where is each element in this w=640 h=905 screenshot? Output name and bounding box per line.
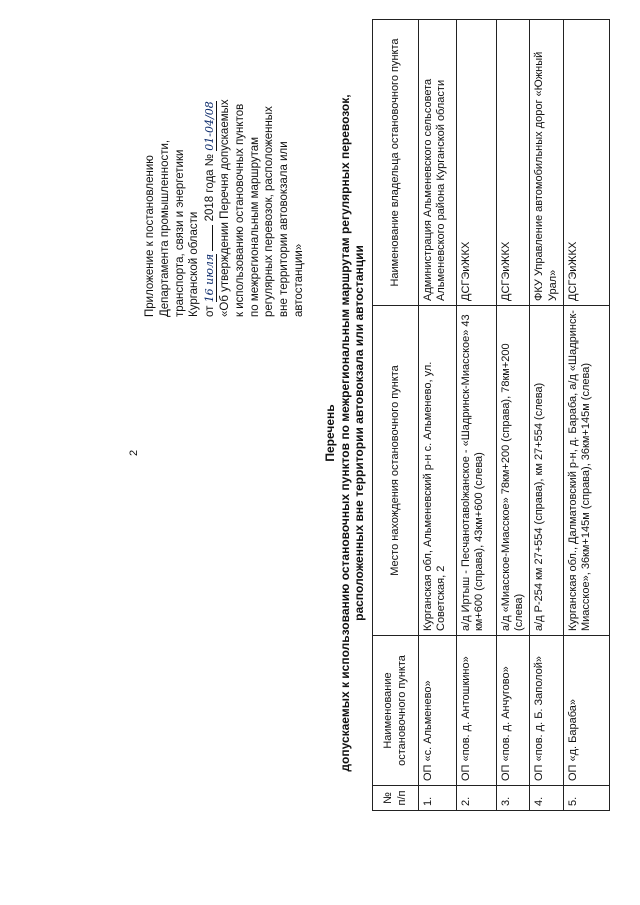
header-owner: Наименование владельца остановочного пункта (373, 20, 419, 306)
cell-location: а/д «Миасское-Миасское» 78км+200 (справа), 78км+200 (слева) (497, 306, 530, 636)
header-location: Место нахождения остановочного пункта (373, 306, 419, 636)
appendix-line: Приложение к постановлению (144, 155, 156, 317)
date-suffix: 2018 года № (204, 153, 217, 222)
page-number: 2 (128, 449, 140, 456)
table-row (419, 20, 457, 811)
cell-owner: ДСГЭиЖКХ (497, 20, 530, 306)
appendix-line: Курганской области (188, 211, 201, 317)
cell-owner: ДСГЭиЖКХ (563, 20, 609, 306)
appendix-title-line: по межрегиональным маршрутам (248, 136, 261, 317)
appendix-title-line: регулярных перевозок, расположенных (263, 106, 276, 317)
table-row (497, 20, 530, 811)
table-row (563, 20, 609, 811)
cell-num: 5. (563, 786, 609, 811)
appendix-block (143, 57, 307, 317)
cell-num: 2. (457, 786, 497, 811)
cell-name: ОП «пов. д. Б. Заполой» (530, 636, 563, 786)
stops-table (372, 19, 610, 811)
appendix-date-line (202, 57, 218, 317)
date-blank (202, 225, 213, 251)
cell-location: а/д Иртыш - Песчанотавolжанское - «Шадринск-Миасское» 43 км+600 (справа), 43км+600 (слева) (457, 306, 497, 636)
cell-location: Курганская обл., Далматовский р-н, д. Бараба, а/д «Шадринск-Миасское», 36км+145м (справа), 36км+145м (слева) (563, 306, 609, 636)
cell-location: Курганская обл, Альменевский р-н с. Альменево, ул. Советская, 2 (419, 306, 457, 636)
appendix-line: Департамента промышленности, (158, 139, 171, 317)
appendix-line: транспорта, связи и энергетики (173, 149, 186, 317)
table-row (457, 20, 497, 811)
title-line-3: расположенных вне территории автовокзала или автостанции (352, 245, 366, 621)
cell-name: ОП «пов. д. Анчугово» (497, 636, 530, 786)
cell-location: а/д Р-254 км 27+554 (справа), км 27+554 (слева) (530, 306, 563, 636)
header-num: № п/п (373, 786, 419, 811)
cell-num: 1. (419, 786, 457, 811)
title-line-1: Перечень (323, 404, 337, 462)
handwritten-number: 01-04/08 (203, 101, 217, 151)
cell-owner: Администрация Альменевского сельсовета Альменевского района Курганской области (419, 20, 457, 306)
cell-name: ОП «д. Бараба» (563, 636, 609, 786)
cell-name: ОП «пов. д. Антошкино» (457, 636, 497, 786)
appendix-title-line: «Об утверждении Перечня допускаемых (218, 99, 231, 317)
appendix-title-line: к использованию остановочных пунктов (233, 103, 246, 317)
cell-num: 4. (530, 786, 563, 811)
title-line-2: допускаемых к использованию остановочных пунктов по межрегиональным маршрутам регулярных перевозок, (337, 94, 352, 772)
cell-owner: ФКУ Управление автомобильных дорог «Южный Урал» (530, 20, 563, 306)
header-name: Наименование остановочного пункта (373, 636, 419, 786)
table-header-row (373, 20, 419, 811)
document-title (323, 53, 367, 813)
appendix-title-line: вне территории автовокзала или (278, 141, 291, 317)
cell-owner: ДСГЭиЖКХ (457, 20, 497, 306)
appendix-title-line: автостанции» (292, 243, 305, 317)
handwritten-date: 16 июля (203, 253, 217, 303)
cell-name: ОП «с. Альменево» (419, 636, 457, 786)
cell-num: 3. (497, 786, 530, 811)
date-prefix: от (204, 305, 217, 317)
table-row (530, 20, 563, 811)
